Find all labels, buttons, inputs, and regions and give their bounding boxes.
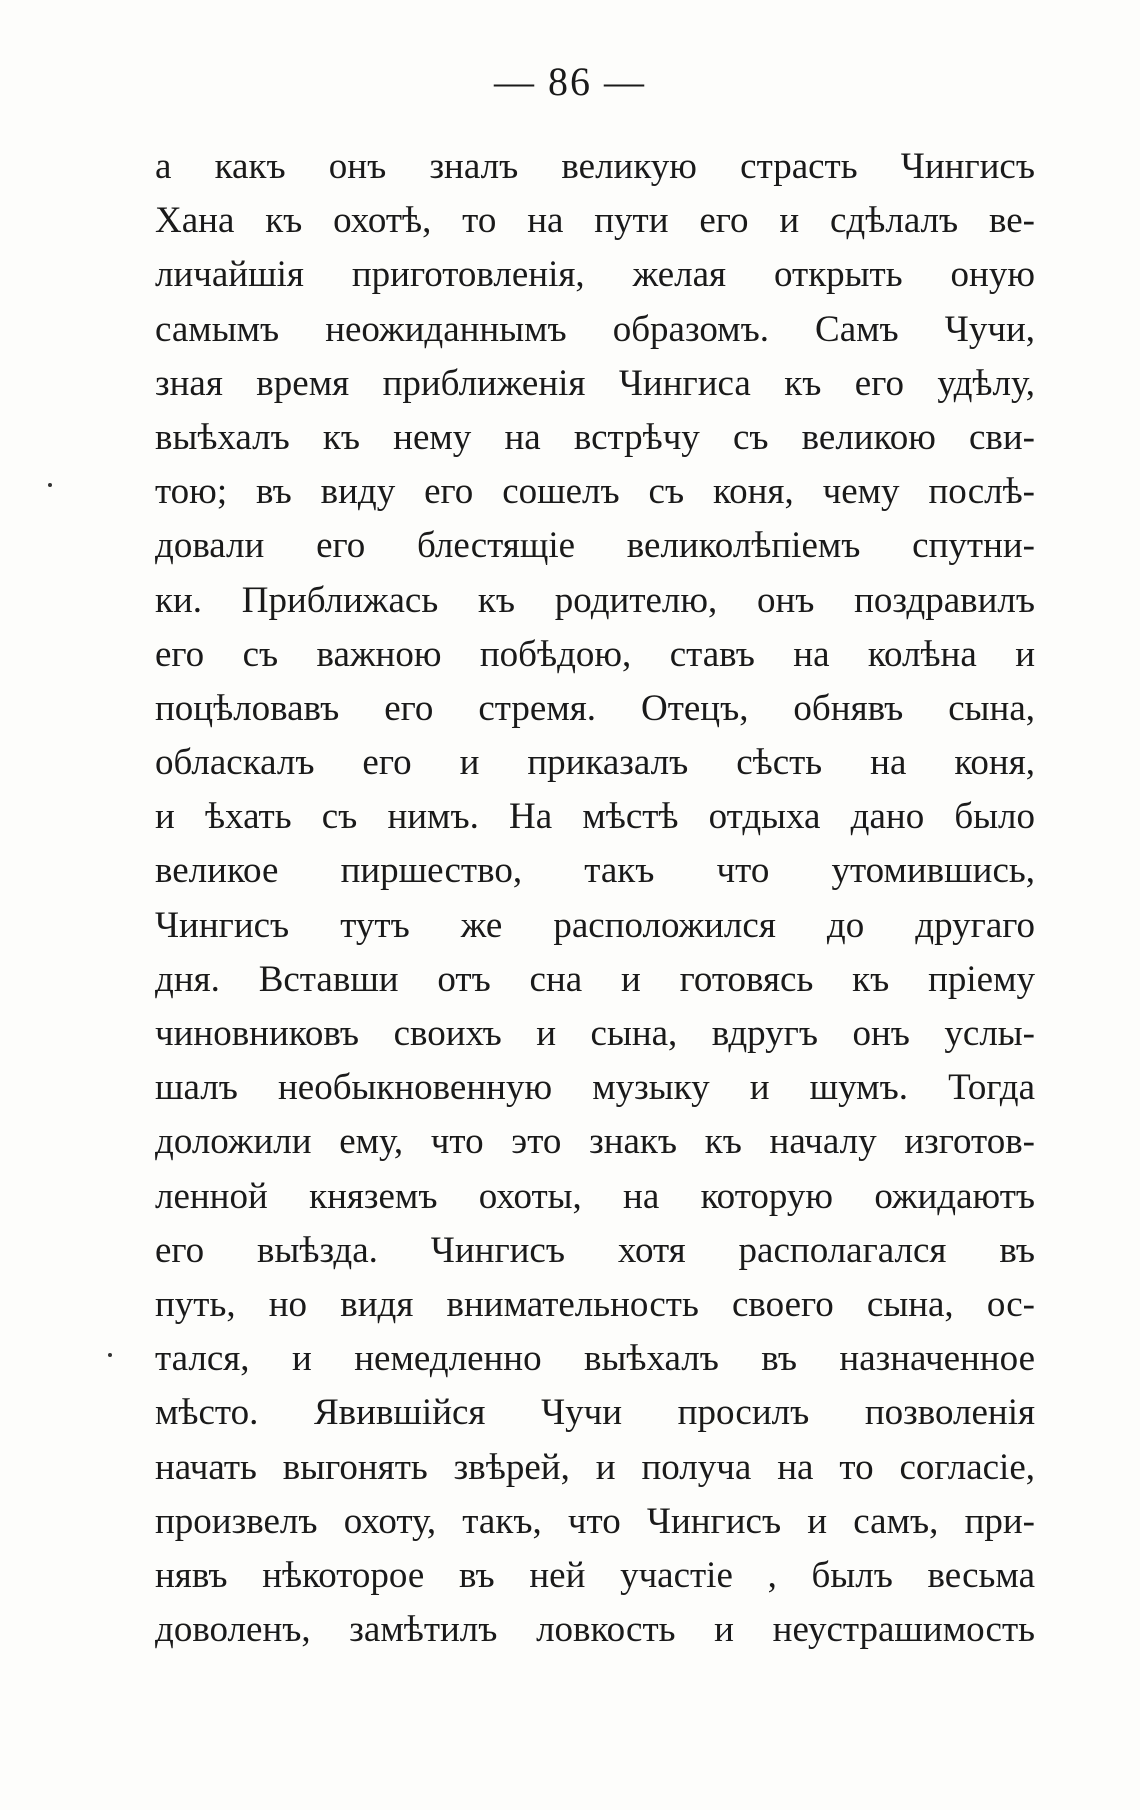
text-line: произвелъ охоту, такъ, что Чингисъ и самъ, при- (155, 1500, 1035, 1542)
text-line: чиновниковъ своихъ и сына, вдругъ онъ услы- (155, 1013, 1035, 1054)
text-line: Чингисъ тутъ же расположился до другаго (155, 904, 1035, 946)
scan-speck (108, 1353, 112, 1357)
text-line: доложили ему, что это знакъ къ началу изготов- (155, 1121, 1035, 1163)
text-line: ленной княземъ охоты, на которую ожидаютъ (155, 1175, 1035, 1217)
text-line: тался, и немедленно выѣхалъ въ назначенное (155, 1338, 1035, 1380)
text-line: великое пиршество, такъ что утомившись, (155, 850, 1035, 892)
text-line: дня. Вставши отъ сна и готовясь къ пріему (155, 958, 1035, 1000)
text-line: доволенъ, замѣтилъ ловкость и неустрашимость (155, 1609, 1035, 1651)
text-line: довали его блестящіе великолѣпіемъ спутни- (155, 525, 1035, 567)
text-line: путь, но видя внимательность своего сына, ос- (155, 1283, 1035, 1325)
text-line: а какъ онъ зналъ великую страсть Чингисъ (155, 146, 1035, 187)
text-line: поцѣловавъ его стремя. Отецъ, обнявъ сына, (155, 687, 1035, 729)
text-line: Хана къ охотѣ, то на пути его и сдѣлалъ ве- (155, 200, 1035, 242)
text-line: личайшія приготовленія, желая открыть оную (155, 254, 1035, 296)
text-line: ки. Приближась къ родителю, онъ поздравилъ (155, 579, 1035, 621)
text-line: самымъ неожиданнымъ образомъ. Самъ Чучи, (155, 308, 1035, 350)
text-line: обласкалъ его и приказалъ сѣсть на коня, (155, 742, 1035, 784)
body-text (155, 140, 1035, 1657)
text-line: его выѣзда. Чингисъ хотя располагался въ (155, 1229, 1035, 1271)
text-line: шалъ необыкновенную музыку и шумъ. Тогда (155, 1067, 1035, 1109)
text-line: зная время приближенія Чингиса къ его удѣлу, (155, 362, 1035, 404)
text-line: его съ важною побѣдою, ставъ на колѣна и (155, 633, 1035, 675)
text-line: мѣсто. Явившійся Чучи просилъ позволенія (155, 1392, 1035, 1434)
text-line: нявъ нѣкоторое въ ней участіе , былъ весьма (155, 1554, 1035, 1596)
text-line: начать выгонять звѣрей, и получа на то согласіе, (155, 1446, 1035, 1488)
text-line: тою; въ виду его сошелъ съ коня, чему послѣ- (155, 471, 1035, 513)
text-line: выѣхалъ къ нему на встрѣчу съ великою сви- (155, 416, 1035, 458)
page-number: — 86 — (494, 59, 646, 104)
text-line: и ѣхать съ нимъ. На мѣстѣ отдыха дано было (155, 796, 1035, 838)
scan-speck (48, 483, 52, 487)
